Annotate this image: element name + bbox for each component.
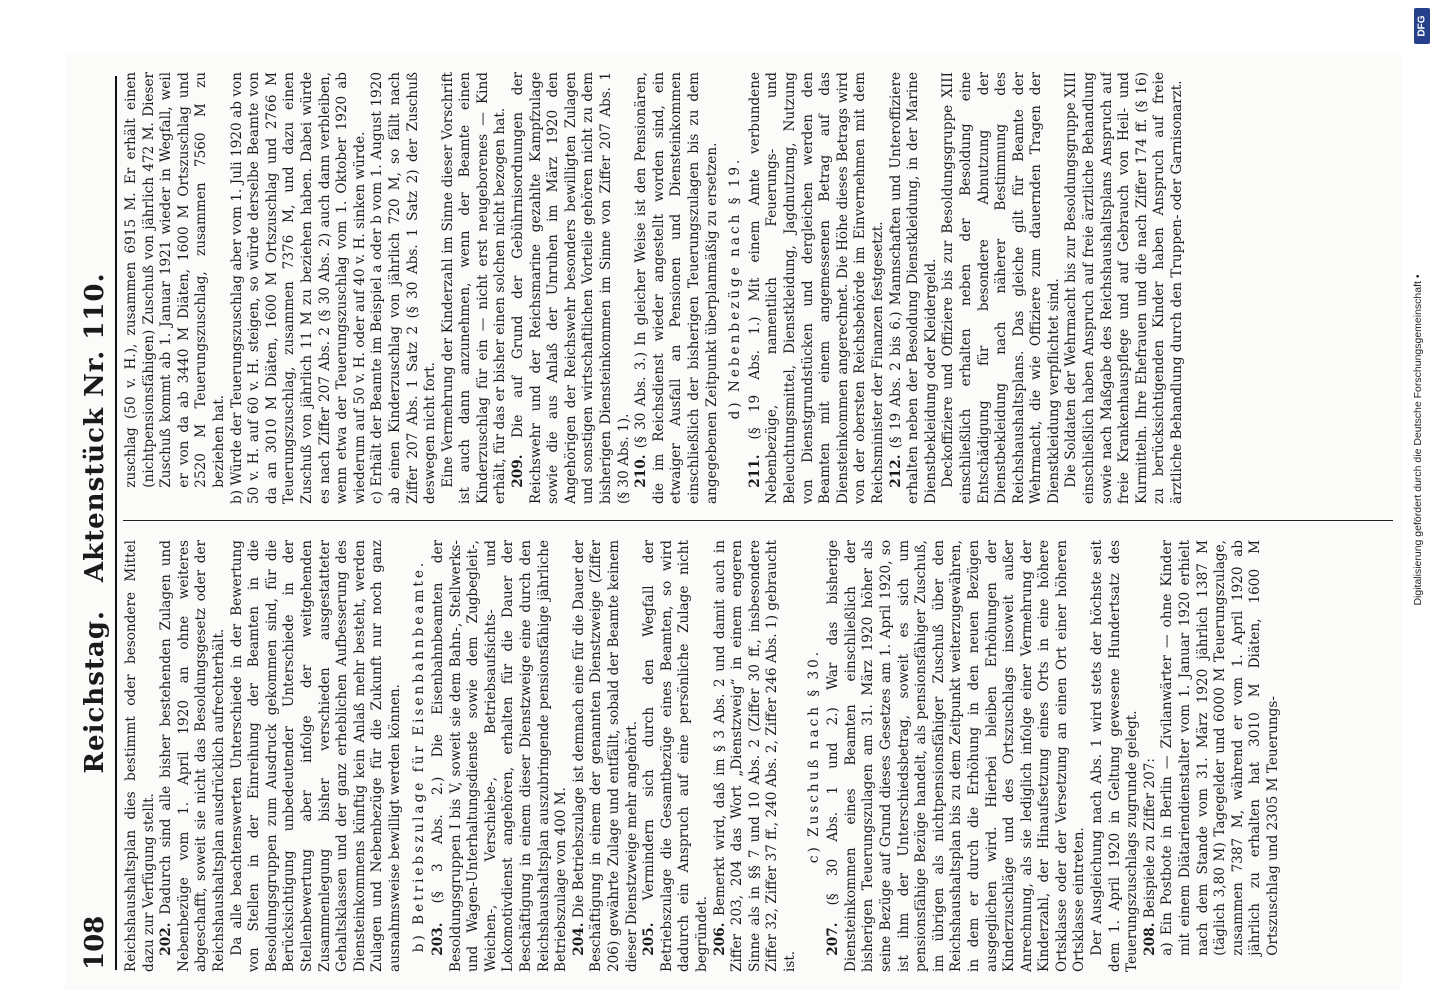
dfg-logo-text: DFG — [1416, 15, 1428, 37]
scanned-page — [65, 52, 1401, 990]
paragraph-number: 209. — [510, 454, 527, 488]
paragraph-206 — [712, 540, 800, 972]
paragraph: Deckoffiziere und Offiziere bis zur Besoldungsgruppe XIII einschließlich erhalten neben der Besoldung eine Entschädigung für besondere Abnutzung der Dienstbekleidung nach näherer Bestimmung des Reichshaushaltsplans. Das gleiche gilt für Beamte der Wehrmacht, die wie Offiziere zum dauernden Tragen der Dienstkleidung verpflichtet sind. — [940, 72, 1062, 504]
paragraph: Der Ausgleichung nach Abs. 1 wird stets der höchste seit dem 1. April 1920 in Geltung gewesene Hundertsatz des Teuerungszuschlags zugrunde gelegt. — [1089, 540, 1141, 972]
paragraph-209 — [510, 72, 633, 504]
paragraph-210 — [633, 72, 721, 504]
paragraph-text: (§ 19 Abs. 1.) Mit einem Amte verbundene Nebenbezüge, namentlich Feuerungs- und Beleuchtungsmittel, Dienstkleidung, Jagdnutzung, Nutzung von Dienstgrundstücken und dergleichen werden den Beamten mit einem angemessenen Betrag auf das Diensteinkommen angerechnet. Die Höhe dieses Betrags wird von der obersten Reichsbehörde im Einvernehmen mit dem Reichsminister der Finanzen festgesetzt. — [746, 72, 886, 504]
paragraph-207 — [825, 540, 1089, 972]
paragraph: zuschlag (50 v. H.), zusammen 6915 M. Er erhält einen (nichtpensionsfähigen) Zuschuß von jährlich 472 M. Dieser Zuschuß kommt ab 1. Januar 1921 wieder in Wegfall, weil er von da ab 3440 M Diäten, 1600 M Ortszuschlag und 2520 M Teuerungszuschlag, zusammen 7560 M zu beziehen hat. — [123, 72, 227, 488]
right-column — [123, 72, 1395, 504]
running-title — [80, 166, 110, 880]
paragraph-text: Dadurch sind alle bisher bestehenden Zulagen und Nebenbezüge vom 1. April 1920 an ohne weiteres abgeschafft, soweit sie nicht das Besoldungsgesetz oder der Reichshaushaltsplan ausdrücklich aufrechterhält. — [158, 540, 227, 972]
paragraph-number: 205. — [641, 922, 658, 956]
paragraph-number: 206. — [711, 922, 728, 956]
paragraph-212 — [888, 72, 941, 504]
page-header — [75, 76, 117, 970]
paragraph-number: 204. — [570, 922, 587, 956]
paragraph-number: 212. — [887, 454, 904, 488]
rotated-page-content — [65, 52, 1401, 990]
left-column — [123, 540, 1395, 972]
running-title-right: Aktenstück Nr. 110. — [80, 272, 110, 583]
paragraph-text: (§ 3 Abs. 2.) Die Eisenbahnbeamten der Besoldungsgruppen I bis V, soweit sie dem Bahn-, Stellwerks- und Wagen-Unterhaltungsdienste sowie dem Zugbegleit-, Weichen-, Verschiebe-, Betriebsaufsichts- und Lokomotivdienst angehören, erhalten für die Dauer der Beschäftigung in einem dieser Dienstzweige eine durch den Reichshaushaltsplan auszubringende pensionsfähige jährliche Betriebszulage von 400 M. — [430, 540, 570, 972]
paragraph: Reichshaushaltsplan dies bestimmt oder besondere Mittel dazu zur Verfügung stellt. — [123, 540, 157, 972]
paragraph-text: Vermindern sich durch den Wegfall der Betriebszulage die Gesamtbezüge eines Beamten, so wird dadurch ein Anspruch auf eine persönliche Zulage nicht begründet. — [641, 540, 710, 972]
paragraph: Eine Vermehrung der Kinderzahl im Sinne dieser Vorschrift ist auch dann anzunehmen, wenn der Beamte einen Kinderzuschlag für ein — nicht erst neugeborenes — Kind erhält, für das er bisher einen solchen nicht bezogen hat. — [439, 72, 509, 504]
paragraph-number: 207. — [825, 922, 842, 956]
paragraph-text: Bemerkt wird, daß im § 3 Abs. 2 und damit auch in Ziffer 203, 204 das Wort „Dienstzweig“ in einem engeren Sinne als in §§ 7 und 10 Abs. 2 (Ziffer 30 ff., insbesondere Ziffer 32, Ziffer 37 ff., 240 Abs. 2, Ziffer 246 Abs. 1) gebraucht ist. — [711, 540, 798, 972]
section-heading: c) Zuschuß nach § 30. — [805, 648, 822, 864]
paragraph-text: Beispiele zu Ziffer 207: — [1141, 758, 1158, 923]
paragraph-204 — [571, 540, 641, 972]
section-heading: b) Betriebszulage für Eisenbahnbeamte. — [410, 559, 427, 953]
running-title-left: Reichstag. — [80, 610, 110, 774]
example-paragraph: c) Erhält der Beamte im Beispiel a oder b vom 1. August 1920 ab einen Kinderzuschlag von jährlich 720 M, so fällt nach Ziffer 207 Abs. 1 Satz 2 (§ 30 Abs. 1 Satz 2) der Zuschuß deswegen nicht fort. — [369, 72, 439, 504]
paragraph-211 — [747, 72, 888, 504]
paragraph-number: 203. — [430, 922, 447, 956]
paragraph-number: 202. — [158, 922, 175, 956]
paragraph: Die Soldaten der Wehrmacht bis zur Besoldungsgruppe XIII einschließlich haben Anspruch auf freie ärztliche Behandlung sowie nach Maßgabe des Reichshaushaltsplans Anspruch auf freie Krankenhauspflege und auf Gebrauch von Heil- und Kurmitteln. Ihre Ehefrauen und die nach Ziffer 174 ff. (§ 16) zu berücksichtigenden Kinder haben Anspruch auf freie ärztliche Behandlung durch den Truppen- oder Garnisonarzt. — [1063, 72, 1186, 504]
section-heading: d) Nebenbezüge nach § 19. — [727, 156, 744, 420]
example-paragraph: a) Ein Postbote in Berlin — Zivilanwärter — ohne Kinder mit einem Diätariendienstalter vom 1. Januar 1920 erhielt nach dem Stande vom 31. März 1920 jährlich 1387 M (täglich 3,80 M) Tagegelder und 6000 M Teuerungszulage, zusammen 7387 M, während er vom 1. April 1920 ab jährlich zu erhalten hat 3010 M Diäten, 1600 M Ortszuschlag und 2305 M Teuerungs- — [1159, 540, 1281, 956]
digitization-note-text: Digitalisierung gefördert durch die Deutsche Forschungsgemeinschaft • — [1412, 274, 1424, 606]
paragraph-text: Die auf Grund der Gebührnisordnungen der Reichswehr und der Reichsmarine gezahlte Kampfzulage sowie die aus Anlaß der Unruhen im März 1920 den Angehörigen der Reichswehr besonders bewilligten Zulagen und sonstigen wirtschaftlichen Vorteile gehören nicht zu dem bisherigen Diensteinkommen im Sinne von Ziffer 207 Abs. 1 (§ 30 Abs. 1). — [510, 72, 632, 504]
page-number: 108 — [80, 915, 110, 970]
paragraph-205 — [641, 540, 711, 972]
paragraph-text: (§ 30 Abs. 3.) In gleicher Weise ist den Pensionären, die im Reichsdienst wieder angestellt worden sind, ein etwaiger Ausfall an Pensionen und Diensteinkommen einschließlich der bisherigen Teuerungszulagen bis zu dem angegebenen Zeitpunkt überplanmäßig zu ersetzen. — [633, 72, 720, 504]
column-divider — [123, 520, 1393, 521]
paragraph-number: 210. — [633, 454, 650, 488]
paragraph-number: 208. — [1141, 922, 1158, 956]
example-paragraph: b) Würde der Teuerungszuschlag aber vom 1. Juli 1920 ab von 50 v. H. auf 60 v. H. steigen, so würde derselbe Beamte von da an 3010 M Diäten, 1600 M Ortszuschlag und 2766 M Teuerungszuschlag, zusammen 7376 M, und dazu einen Zuschuß von jährlich 11 M zu beziehen haben. Dabei würde es nach Ziffer 207 Abs. 2 (§ 30 Abs. 2) auch dann verbleiben, wenn etwa der Teuerungszuschlag vom 1. Oktober 1920 ab wiederum auf 50 v. H. oder auf 40 v. H. sinken würde. — [228, 72, 368, 504]
digitization-note — [1406, 10, 1430, 870]
paragraph-text: (§ 30 Abs. 1 und 2.) War das bisherige Diensteinkommen eines Beamten einschließlich der bisherigen Teuerungszulagen am 31. März 1920 höher als seine Bezüge auf Grund dieses Gesetzes am 1. April 1920, so ist ihm der Unterschiedsbetrag, soweit es sich um pensionsfähige Bezüge handelt, als pensionsfähiger Zuschuß, im übrigen als nichtpensionsfähiger Zuschuß über den Reichshaushaltsplan bis zu dem Zeitpunkt weiterzugewähren, in dem er durch die Erhöhung in den neuen Bezügen ausgeglichen wird. Hierbei bleiben Erhöhungen der Kinderzuschläge und des Ortszuschlags insoweit außer Anrechnung, als sie lediglich infolge einer Vermehrung der Kinderzahl, der Hinaufsetzung eines Orts in eine höhere Ortsklasse oder der Versetzung an einen Ort einer höheren Ortsklasse eintreten. — [825, 540, 1088, 972]
paragraph-text: (§ 19 Abs. 2 bis 6.) Mannschaften und Unteroffiziere erhalten neben der Besoldung Dienstkleidung, in der Marine Dienstbekleidung oder Kleidergeld. — [887, 72, 939, 504]
paragraph: Da alle beachtenswerten Unterschiede in der Bewertung von Stellen in der Einreihung der Beamten in die Besoldungsgruppen zum Ausdruck gekommen sind, für die Berücksichtigung unbedeutender Unterschiede in der Stellenbewertung aber infolge der weitgehenden Zusammenlegung bisher verschieden ausgestatteter Gehaltsklassen und der ganz erheblichen Aufbesserung des Diensteinkommens künftig kein Anlaß mehr besteht, werden Zulagen und Nebenbezüge für die Zukunft nur noch ganz ausnahmsweise bewilligt werden können. — [228, 540, 403, 972]
paragraph-number: 211. — [746, 454, 763, 488]
paragraph-text: Die Betriebszulage ist demnach eine für die Dauer der Beschäftigung in einem der genannten Dienstzweige (Ziffer 206) gewährte Zulage und entfällt, sobald der Beamte keinem dieser Dienstzweige mehr angehört. — [570, 540, 640, 972]
paragraph-208 — [1142, 540, 1160, 972]
paragraph-202 — [158, 540, 228, 972]
paragraph-203 — [430, 540, 571, 972]
